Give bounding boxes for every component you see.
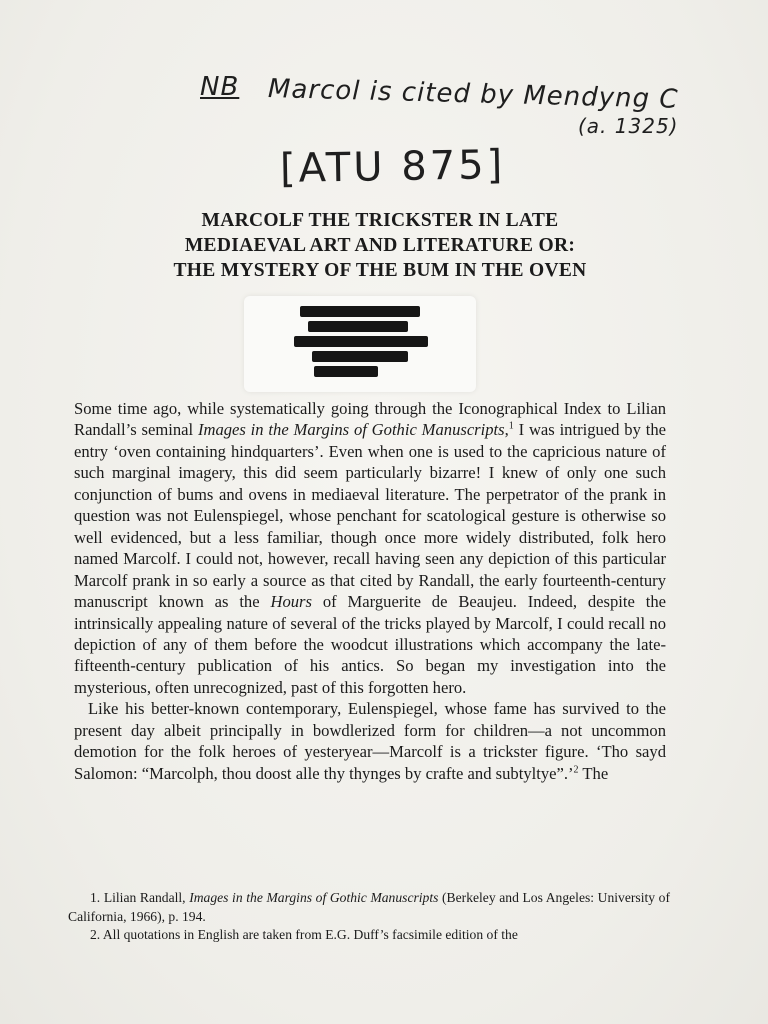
- redaction-bar: [294, 336, 428, 347]
- text-run: Some time ago, while systematically going through the Iconographical Index to Lilian Randall’s seminal: [74, 399, 666, 440]
- footnote-number: 2.: [90, 927, 101, 942]
- footnote-1: [68, 889, 670, 926]
- footnote-2: [68, 926, 670, 945]
- book-title: Images in the Margins of Gothic Manuscripts: [197, 420, 505, 440]
- footnote-ref: 1: [508, 420, 514, 432]
- handwritten-nb: NB: [200, 72, 240, 102]
- handwritten-note: Marcol is cited by Mendyng C: [267, 74, 679, 115]
- handwritten-atu-reference: [ATU 875]: [279, 142, 506, 192]
- article-title: [100, 208, 660, 283]
- text-run: All quotations in English are taken from E.G. Duff’s facsimile edition of the: [100, 927, 518, 942]
- text-run: (Berkeley and Los Angeles: University of California, 1966), p. 194.: [68, 890, 670, 924]
- handwritten-date: (a. 1325): [578, 114, 679, 138]
- redacted-author-block: [244, 296, 476, 392]
- paragraph-2: [74, 698, 666, 784]
- footnotes: [68, 889, 670, 945]
- redaction-bar: [312, 351, 408, 362]
- article-body: [74, 398, 666, 784]
- text-run: of Marguerite de Beaujeu. Indeed, despite the intrinsically appealing nature of several of the tricks played by Marcolf, I could recall no depiction of any of them before the woodcut illustrations which accompany the late-fifteenth-century publication of his antics. So began my investigation into the mysterious, often unrecognized, past of this forgotten hero.: [74, 592, 667, 697]
- footnote-number: 1.: [90, 890, 101, 905]
- paragraph-1: Some time ago, while systematically going through the Iconographical Index to Lilian Randall’s seminal Images in the Margins of Gothic Manuscripts,$^1$ I was intrigued by the entry ‘oven containing hindquarters’. Even when one is used to the capricious nature of such marginal imagery, this did seem particularly bizarre! I knew of only one such conjunction of bums and ovens in mediaeval literature. The perpetrator of the prank in question was not Eulenspiegel, whose penchant for scatological gesture is otherwise so well evidenced, but a less familiar, though once more widely distributed, folk hero named Marcolf. I could not, however, recall having seen any depiction of this particular Marcolf prank in so early a source as that cited by Randall, the early fourteenth-century manuscript known as the Hours of Marguerite de Beaujeu. Indeed, despite the intrinsically appealing nature of several of the tricks played by Marcolf, I could recall no depiction of any of them before the woodcut illustrations which accompany the late-fifteenth-century publication of his antics. So began my investigation into the mysterious, often unrecognized, past of this forgotten hero.: [74, 399, 667, 697]
- redaction-bar: [314, 366, 378, 377]
- text-run: Lilian Randall,: [100, 890, 190, 905]
- manuscript-title: Hours: [270, 592, 312, 612]
- footnote-ref: 2: [573, 764, 579, 776]
- redaction-bar: [308, 321, 408, 332]
- text-run: The: [578, 763, 609, 783]
- title-line-3: THE MYSTERY OF THE BUM IN THE OVEN: [173, 260, 587, 281]
- text-run: I was intrigued by the entry ‘oven containing hindquarters’. Even when one is used to the capricious nature of such marginal imagery, this did seem particularly bizarre! I knew of only one such conjunction of bums and ovens in mediaeval literature. The perpetrator of the prank in question was not Eulenspiegel, whose penchant for scatological gesture is otherwise so well evidenced, but a less familiar, though once more widely distributed, folk hero named Marcolf. I could not, however, recall having seen any depiction of this particular Marcolf prank in so early a source as that cited by Randall, the early fourteenth-century manuscript known as the: [74, 420, 666, 612]
- title-line-1: MARCOLF THE TRICKSTER IN LATE: [201, 210, 559, 231]
- title-line-2: MEDIAEVAL ART AND LITERATURE OR:: [184, 235, 576, 256]
- book-title: Images in the Margins of Gothic Manuscripts: [189, 890, 439, 905]
- text-run: Like his better-known contemporary, Eulenspiegel, whose fame has survived to the present day albeit principally in bowdlerized form for children—a not uncommon demotion for the folk heroes of yesteryear—Marcolf is a trickster figure. ‘Tho sayd Salomon: “Marcolph, thou doost alle thy thynges by crafte and subtyltye”.’: [74, 699, 666, 783]
- redaction-bar: [300, 306, 420, 317]
